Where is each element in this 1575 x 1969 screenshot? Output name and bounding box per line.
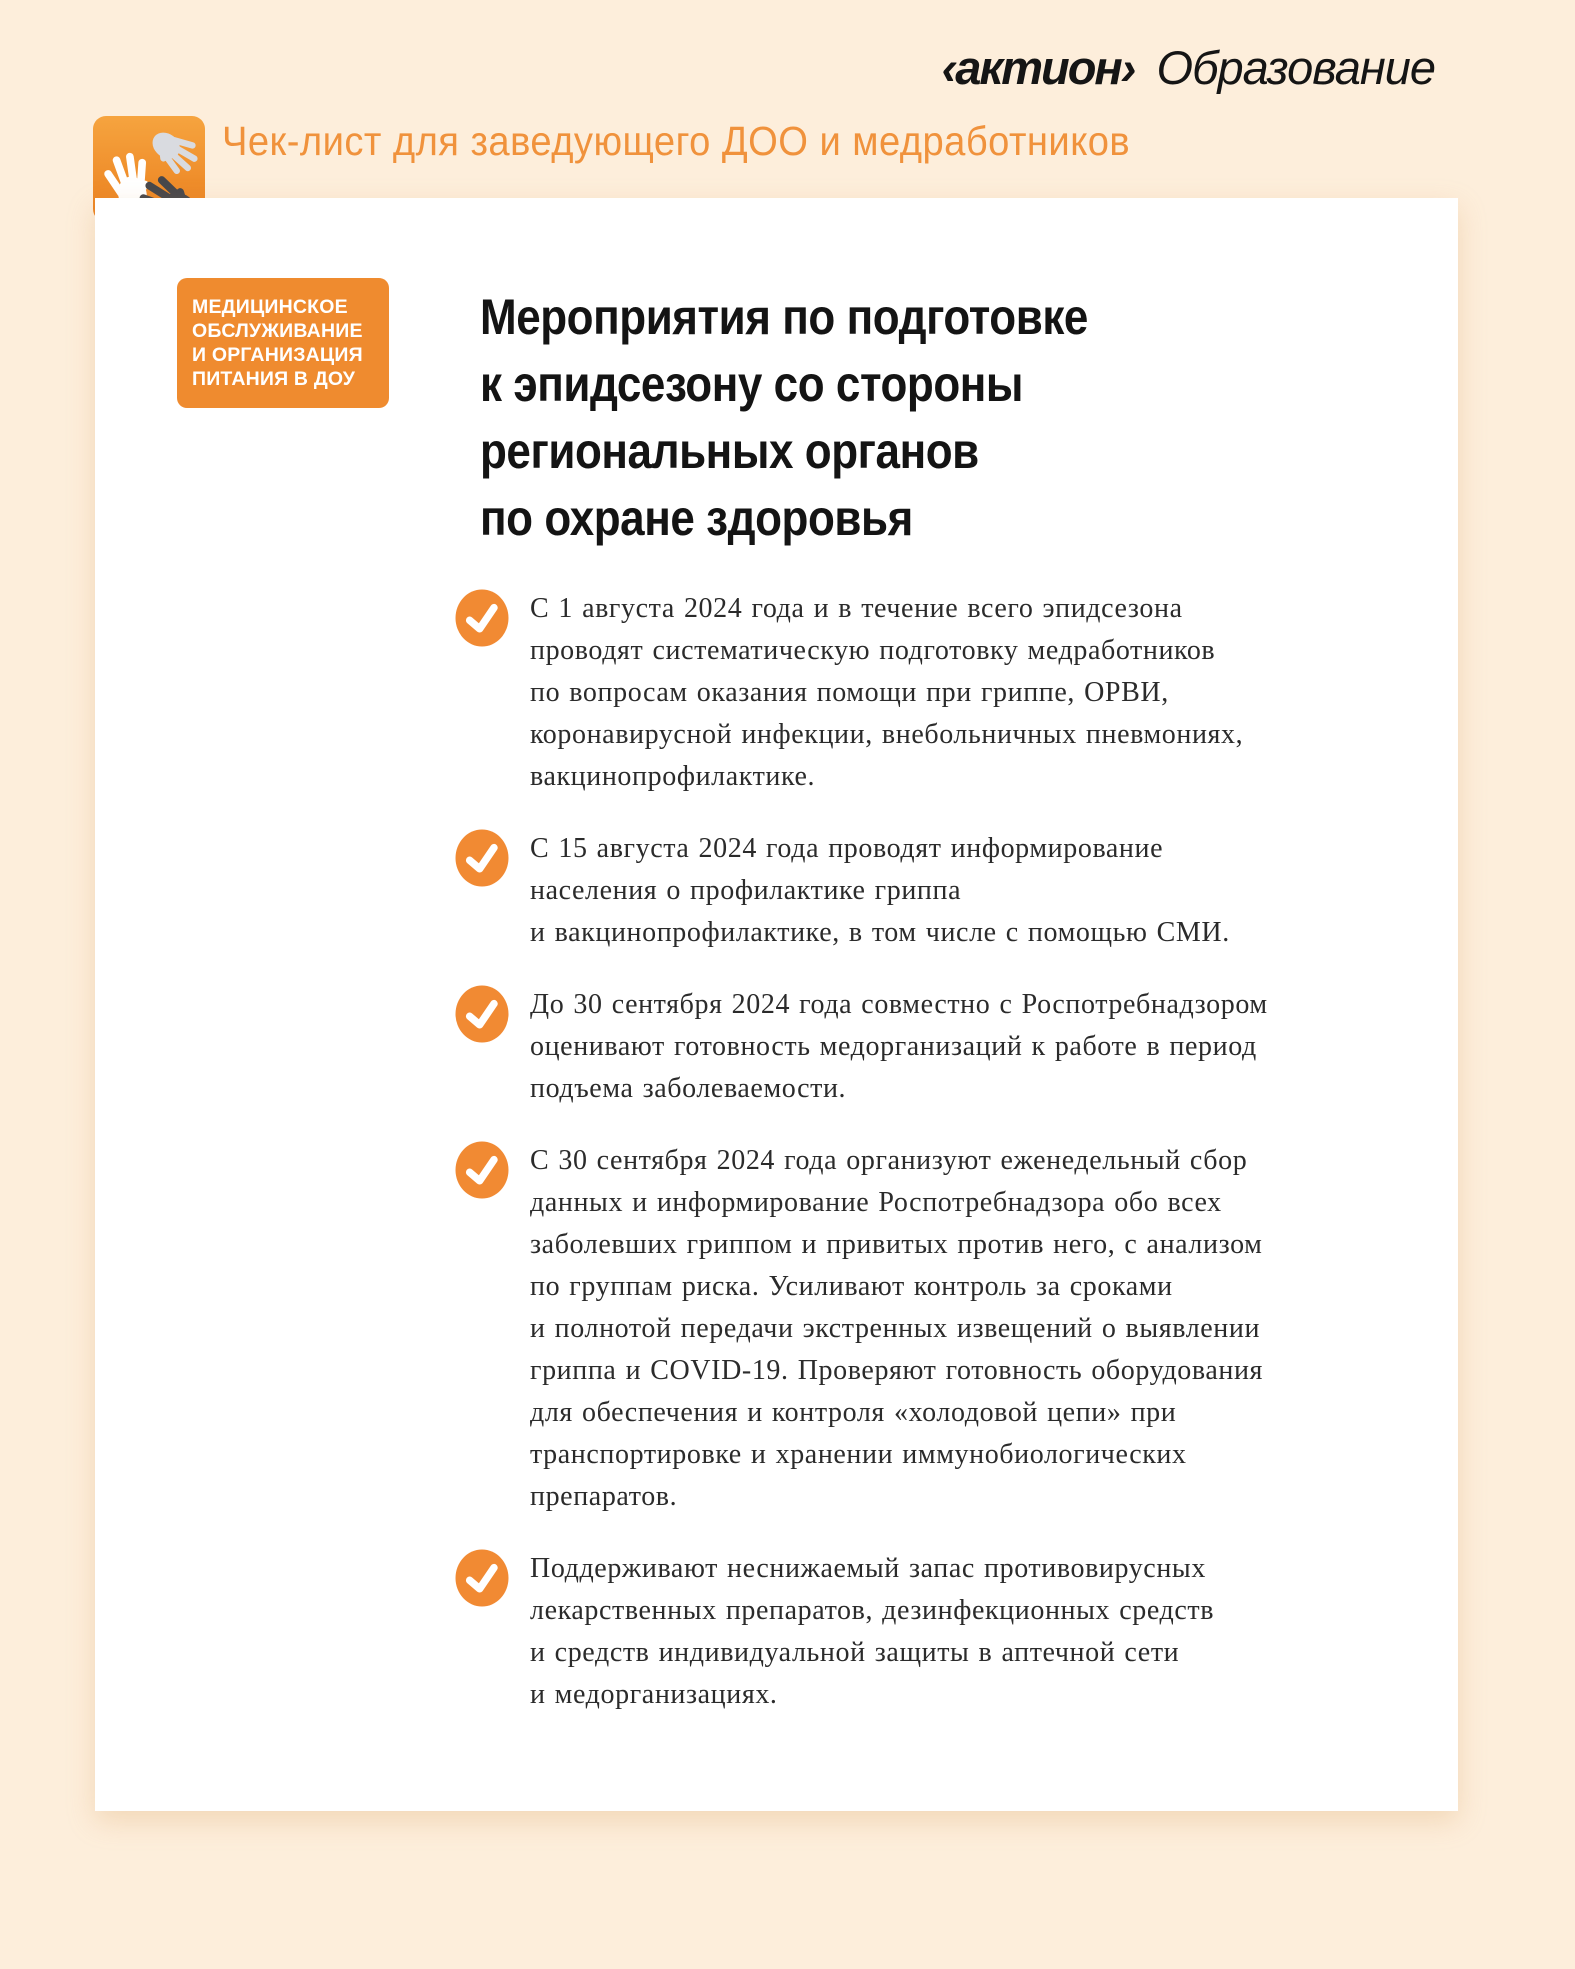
checklist-item-text — [530, 984, 1268, 1110]
text-line: вакцинопрофилактике. — [530, 761, 816, 792]
text-line: населения о профилактике гриппа — [530, 875, 962, 906]
text-line: по вопросам оказания помощи при гриппе, ОРВИ, — [530, 677, 1169, 708]
text-line: для обеспечения и контроля «холодовой цепи» при — [530, 1397, 1177, 1428]
text-line: и медорганизациях. — [530, 1679, 778, 1710]
text-line: С 1 августа 2024 года и в течение всего эпидсезона — [530, 593, 1183, 624]
text-line: оценивают готовность медорганизаций к работе в период — [530, 1031, 1257, 1062]
text-line: Поддерживают неснижаемый запас противовирусных — [530, 1553, 1206, 1584]
brand-logo-suffix: Образование — [1156, 41, 1435, 94]
text-line: лекарственных препаратов, дезинфекционных средств — [530, 1595, 1215, 1626]
checklist-item-text — [530, 1140, 1263, 1518]
checklist-item-text — [530, 588, 1243, 798]
text-line: препаратов. — [530, 1481, 678, 1512]
text-line: подъема заболеваемости. — [530, 1073, 847, 1104]
text-line: Мероприятия по подготовке — [480, 288, 1088, 345]
rubric-badge — [177, 278, 389, 408]
checklist-item — [455, 588, 1415, 798]
text-line: к эпидсезону со стороны — [480, 355, 1024, 412]
check-circle-icon — [455, 985, 509, 1043]
text-line: заболевших гриппом и привитых против него, с анализом — [530, 1229, 1263, 1260]
text-line: данных и информирование Роспотребнадзора обо всех — [530, 1187, 1222, 1218]
document-title: Чек-лист для заведующего ДОО и медработников — [222, 118, 1131, 164]
brand-logo-mark: ‹актион› — [941, 41, 1135, 94]
checklist-item — [455, 828, 1415, 954]
checklist-item — [455, 1548, 1415, 1716]
text-line: И ОРГАНИЗАЦИЯ — [192, 344, 363, 366]
checklist — [455, 588, 1415, 1746]
brand-logo — [942, 40, 1435, 95]
checklist-item-text — [530, 828, 1230, 954]
text-line: транспортировке и хранении иммунобиологических — [530, 1439, 1187, 1470]
checklist-item — [455, 1140, 1415, 1518]
text-line: С 30 сентября 2024 года организуют еженедельный сбор — [530, 1145, 1248, 1176]
check-circle-icon — [455, 1549, 509, 1607]
text-line: по группам риска. Усиливают контроль за сроками — [530, 1271, 1173, 1302]
text-line: региональных органов — [480, 422, 979, 479]
text-line: и вакцинопрофилактике, в том числе с помощью СМИ. — [530, 917, 1230, 948]
check-circle-icon — [455, 589, 509, 647]
check-circle-icon — [455, 829, 509, 887]
checklist-item — [455, 984, 1415, 1110]
check-circle-icon — [455, 1141, 509, 1199]
text-line: коронавирусной инфекции, внебольничных пневмониях, — [530, 719, 1244, 750]
text-line: ОБСЛУЖИВАНИЕ — [192, 320, 363, 342]
text-line: проводят систематическую подготовку медработников — [530, 635, 1216, 666]
text-line: по охране здоровья — [480, 489, 913, 546]
text-line: С 15 августа 2024 года проводят информирование — [530, 833, 1164, 864]
text-line: гриппа и COVID-19. Проверяют готовность оборудования — [530, 1355, 1264, 1386]
text-line: и средств индивидуальной защиты в аптечной сети — [530, 1637, 1180, 1668]
content-card — [95, 198, 1458, 1811]
text-line: До 30 сентября 2024 года совместно с Роспотребнадзором — [530, 989, 1268, 1020]
checklist-item-text — [530, 1548, 1214, 1716]
text-line: ПИТАНИЯ В ДОУ — [192, 368, 356, 390]
page-title — [480, 284, 1171, 552]
text-line: и полнотой передачи экстренных извещений о выявлении — [530, 1313, 1261, 1344]
text-line: МЕДИЦИНСКОЕ — [192, 296, 348, 318]
